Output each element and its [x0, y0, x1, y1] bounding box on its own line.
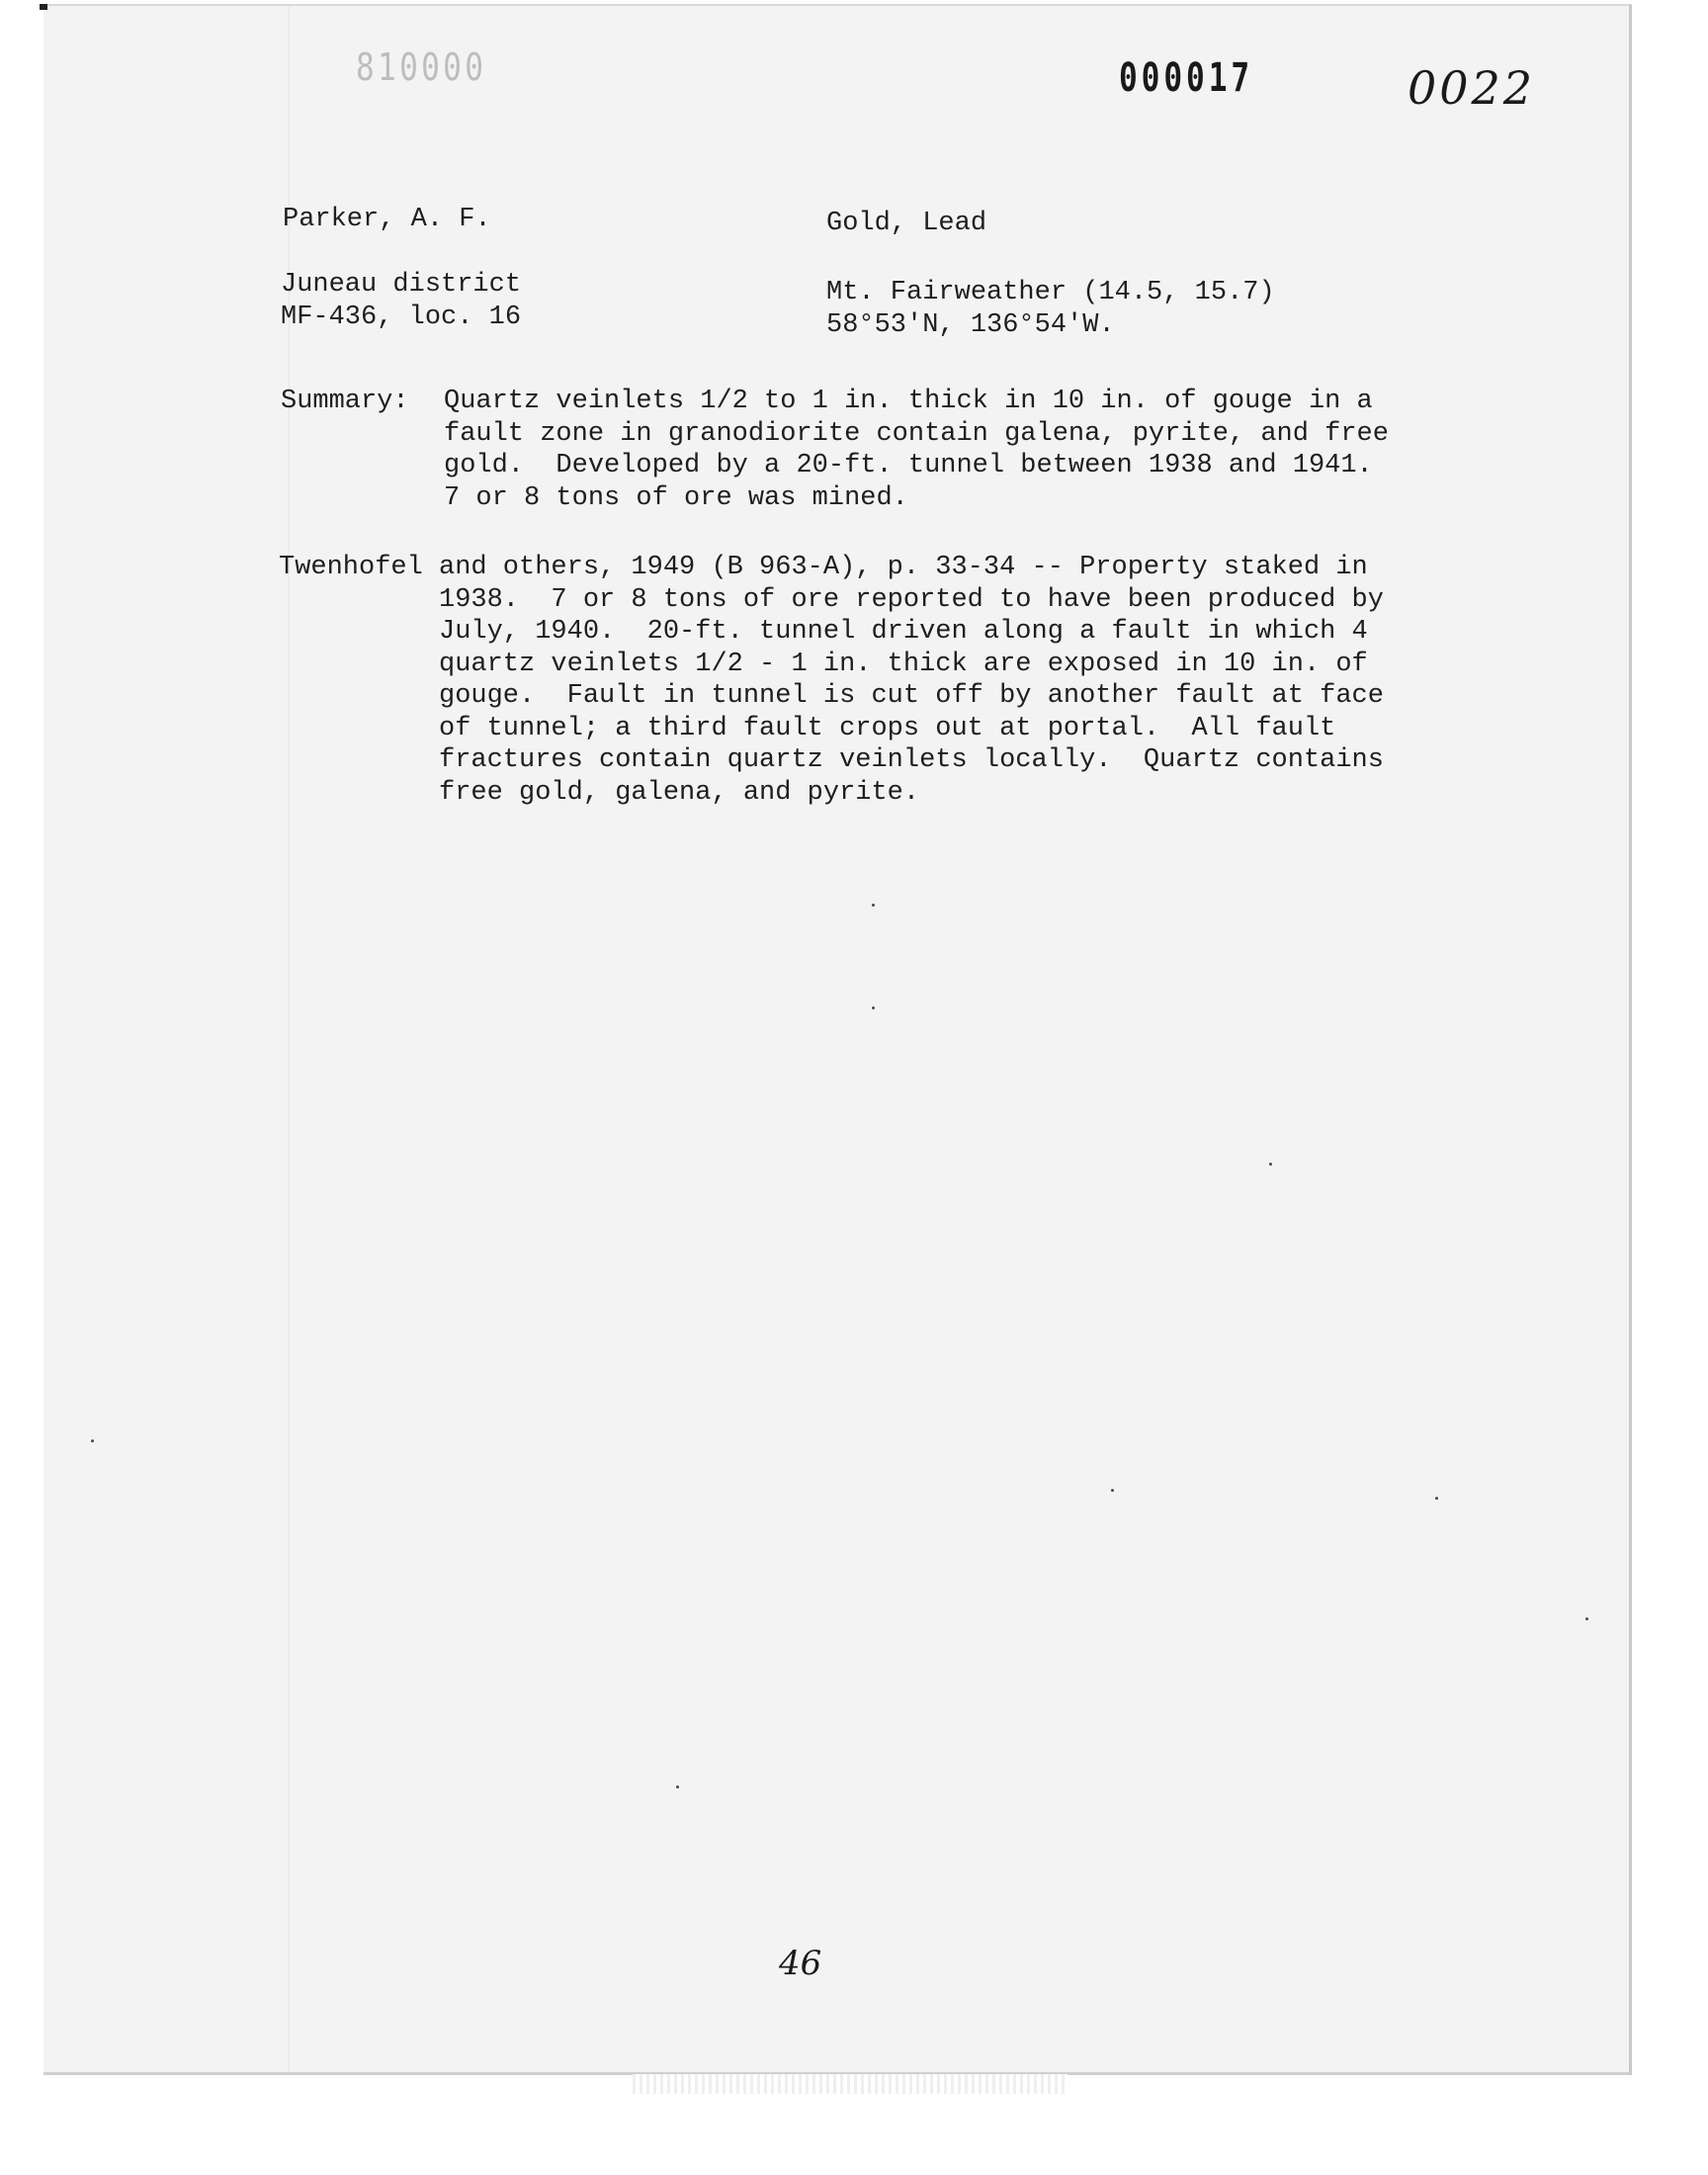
coordinates-field: 58°53'N, 136°54'W.: [826, 310, 1115, 340]
faded-stamp-number: 810000: [356, 45, 487, 89]
document-page: [43, 4, 1632, 2075]
reference-line: fractures contain quartz veinlets locally. Quartz contains: [439, 745, 1384, 775]
quadrangle-field: Mt. Fairweather (14.5, 15.7): [826, 278, 1275, 307]
reference-line: gouge. Fault in tunnel is cut off by another fault at face: [439, 681, 1384, 711]
scan-speck: [91, 1439, 94, 1442]
summary-line: Quartz veinlets 1/2 to 1 in. thick in 10 in. of gouge in a: [444, 387, 1373, 416]
reference-author-label: Twenhofel: [279, 553, 423, 582]
summary-section: [281, 386, 1389, 514]
reference-line: quartz veinlets 1/2 - 1 in. thick are exposed in 10 in. of: [439, 649, 1368, 679]
summary-line: 7 or 8 tons of ore was mined.: [444, 482, 908, 513]
scan-speck: [1269, 1163, 1272, 1166]
district-field: Juneau district: [281, 270, 522, 300]
map-reference-field: MF-436, loc. 16: [281, 303, 522, 332]
scan-speck: [676, 1785, 679, 1788]
summary-body: [444, 386, 1389, 514]
scan-edge-strip: [633, 2074, 1068, 2094]
summary-line: fault zone in granodiorite contain galena, pyrite, and free: [444, 418, 1389, 449]
handwritten-page-number: 46: [779, 1944, 822, 1983]
scan-speck: [872, 1006, 875, 1009]
reference-line: of tunnel; a third fault crops out at portal. All fault: [439, 713, 1336, 743]
reference-body: [439, 552, 1384, 809]
scan-speck: [1111, 1489, 1114, 1492]
reference-line: free gold, galena, and pyrite.: [439, 777, 920, 808]
stamp-number: 000017: [1119, 55, 1254, 101]
summary-line: gold. Developed by a 20-ft. tunnel between 1938 and 1941.: [444, 451, 1373, 480]
scan-speck: [1585, 1617, 1588, 1620]
commodities-field: Gold, Lead: [826, 209, 987, 238]
reference-line: July, 1940. 20-ft. tunnel driven along a fault in which 4: [439, 617, 1368, 647]
author-field: Parker, A. F.: [283, 205, 491, 234]
scan-speck: [1435, 1497, 1438, 1500]
reference-line: 1938. 7 or 8 tons of ore reported to have been produced by: [439, 584, 1384, 615]
scan-speck: [872, 904, 875, 907]
reference-line: and others, 1949 (B 963-A), p. 33-34 -- Property staked in: [439, 553, 1368, 582]
handwritten-record-number: 0022: [1408, 61, 1536, 115]
reference-section: [279, 552, 1384, 809]
summary-label: Summary:: [281, 387, 409, 416]
corner-mark: [40, 4, 47, 10]
